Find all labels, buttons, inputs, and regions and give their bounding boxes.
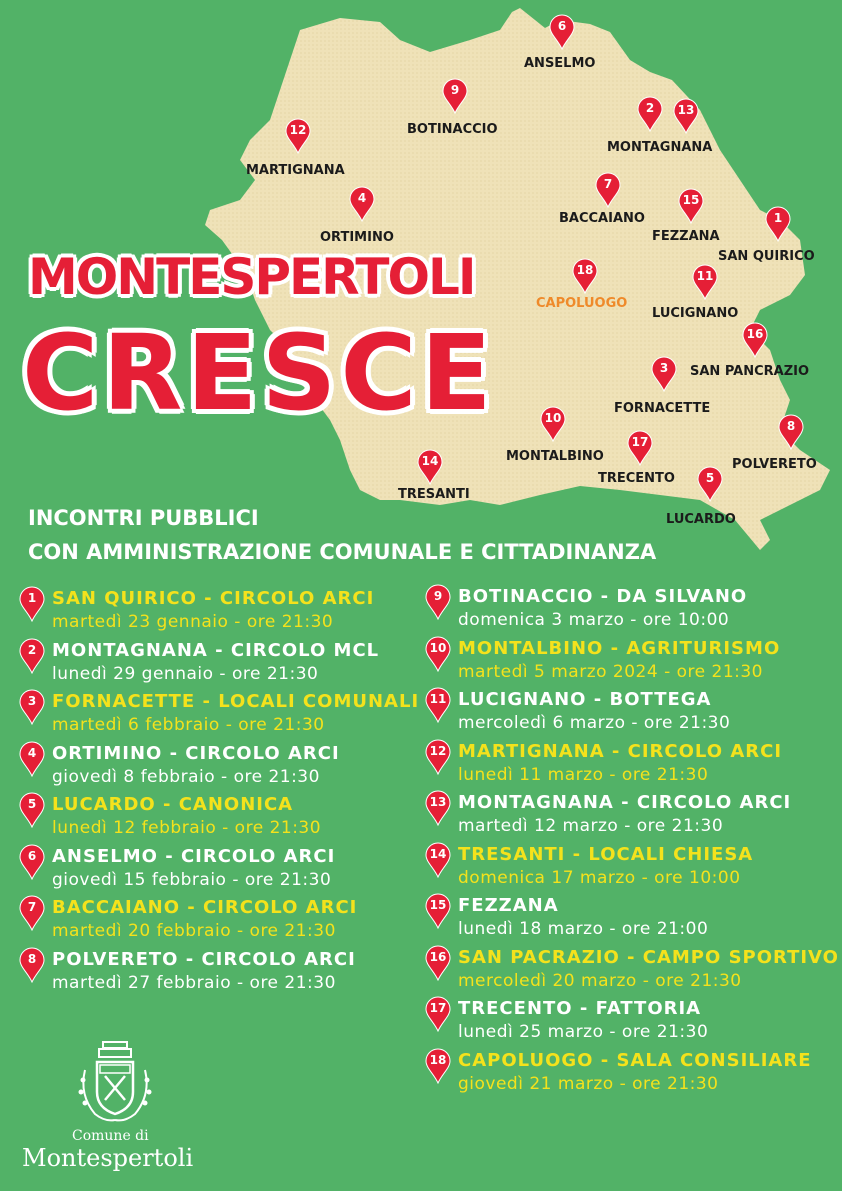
event-when: martedì 6 febbraio - ore 21:30 bbox=[52, 715, 325, 735]
heading-line2: CON AMMINISTRAZIONE COMUNALE E CITTADINANZA bbox=[28, 540, 657, 564]
map-pin-number: 10 bbox=[544, 411, 562, 425]
event-name: BOTINACCIO - DA SILVANO bbox=[458, 586, 748, 607]
event-when: martedì 23 gennaio - ore 21:30 bbox=[52, 612, 334, 632]
event-pin-icon: 5 bbox=[18, 792, 46, 828]
event-pin-icon: 3 bbox=[18, 689, 46, 725]
event-pin-icon: 14 bbox=[424, 842, 452, 878]
event-name: SAN QUIRICO - CIRCOLO ARCI bbox=[52, 588, 375, 609]
event-pin-icon: 10 bbox=[424, 636, 452, 672]
map-place-label: SAN QUIRICO bbox=[718, 249, 815, 264]
map-pin-6 bbox=[548, 14, 576, 50]
map-place-label: POLVERETO bbox=[732, 457, 817, 472]
map-pin-11 bbox=[691, 264, 719, 300]
event-when: mercoledì 20 marzo - ore 21:30 bbox=[458, 970, 742, 991]
map-pin-number: 11 bbox=[696, 269, 714, 283]
event-name: CAPOLUOGO - SALA CONSILIARE bbox=[458, 1049, 812, 1071]
event-pin-icon: 13 bbox=[424, 790, 452, 826]
map-pin-number: 7 bbox=[603, 177, 613, 191]
map-pin-4 bbox=[348, 186, 376, 222]
event-when: lunedì 18 marzo - ore 21:00 bbox=[458, 919, 709, 939]
map-pin-16 bbox=[741, 322, 769, 358]
map-pin-8 bbox=[777, 414, 805, 450]
map-place-label: CAPOLUOGO bbox=[536, 296, 628, 311]
map-pin-number: 4 bbox=[357, 191, 367, 205]
municipality-logo bbox=[20, 1040, 210, 1180]
event-pin-icon: 16 bbox=[424, 945, 452, 981]
event-pin-icon: 2 bbox=[18, 638, 46, 674]
event-pin-icon: 11 bbox=[424, 687, 452, 723]
event-when: domenica 17 marzo - ore 10:00 bbox=[458, 867, 741, 888]
event-name: MARTIGNANA - CIRCOLO ARCI bbox=[458, 740, 783, 762]
map-place-label: TRESANTI bbox=[398, 487, 470, 502]
event-name: POLVERETO - CIRCOLO ARCI bbox=[52, 948, 356, 970]
event-name: SAN PACRAZIO - CAMPO SPORTIVO bbox=[458, 946, 839, 968]
event-name: ANSELMO - CIRCOLO ARCI bbox=[52, 845, 336, 867]
logo-line1: Comune di bbox=[72, 1128, 149, 1144]
map-place-label: BACCAIANO bbox=[559, 211, 645, 226]
map-pin-number: 2 bbox=[645, 101, 655, 115]
event-when: domenica 3 marzo - ore 10:00 bbox=[458, 610, 730, 630]
event-name: BACCAIANO - CIRCOLO ARCI bbox=[52, 897, 358, 918]
map-pin-number: 16 bbox=[746, 327, 764, 341]
map-place-label: ORTIMINO bbox=[320, 230, 394, 245]
map-pin-14 bbox=[416, 449, 444, 485]
map-pin-2 bbox=[636, 96, 664, 132]
event-name: TRESANTI - LOCALI CHIESA bbox=[458, 843, 754, 865]
map-pin-number: 5 bbox=[705, 471, 715, 485]
map-pin-9 bbox=[441, 78, 469, 114]
map-pin-number: 6 bbox=[557, 19, 567, 33]
event-when: giovedì 15 febbraio - ore 21:30 bbox=[52, 869, 332, 890]
event-pin-icon: 17 bbox=[424, 996, 452, 1032]
map-pin-10 bbox=[539, 406, 567, 442]
map-pin-number: 14 bbox=[421, 454, 439, 468]
map-place-label: LUCARDO bbox=[666, 512, 736, 527]
map-pin-number: 3 bbox=[659, 361, 669, 375]
map-place-label: MONTAGNANA bbox=[607, 140, 713, 155]
map-pin-5 bbox=[696, 466, 724, 502]
event-when: lunedì 11 marzo - ore 21:30 bbox=[458, 764, 709, 785]
event-pin-icon: 1 bbox=[18, 586, 46, 622]
map-pin-number: 8 bbox=[786, 419, 796, 433]
event-name: FEZZANA bbox=[458, 895, 559, 916]
event-name: MONTAGNANA - CIRCOLO MCL bbox=[52, 639, 380, 661]
map-pin-number: 12 bbox=[289, 123, 307, 137]
event-when: martedì 20 febbraio - ore 21:30 bbox=[52, 921, 336, 941]
map-pin-12 bbox=[284, 118, 312, 154]
map-place-label: ANSELMO bbox=[524, 56, 596, 71]
title-line1: MONTESPERTOLI bbox=[28, 248, 475, 306]
event-name: MONTAGNANA - CIRCOLO ARCI bbox=[458, 792, 792, 813]
map-place-label: FORNACETTE bbox=[614, 401, 711, 416]
event-pin-icon: 18 bbox=[424, 1048, 452, 1084]
map-place-label: MARTIGNANA bbox=[246, 163, 345, 178]
event-name: LUCARDO - CANONICA bbox=[52, 794, 294, 815]
event-when: lunedì 29 gennaio - ore 21:30 bbox=[52, 663, 319, 684]
event-name: LUCIGNANO - BOTTEGA bbox=[458, 689, 712, 710]
event-pin-icon: 4 bbox=[18, 741, 46, 777]
map-place-label: SAN PANCRAZIO bbox=[690, 364, 810, 379]
event-pin-icon: 8 bbox=[18, 947, 46, 983]
map-place-label: LUCIGNANO bbox=[652, 306, 739, 321]
map-place-label: MONTALBINO bbox=[506, 449, 604, 464]
event-name: MONTALBINO - AGRITURISMO bbox=[458, 637, 781, 659]
event-name: TRECENTO - FATTORIA bbox=[458, 998, 702, 1019]
map-pin-number: 15 bbox=[682, 193, 700, 207]
event-pin-icon: 7 bbox=[18, 895, 46, 931]
map-pin-17 bbox=[626, 430, 654, 466]
map-pin-15 bbox=[677, 188, 705, 224]
map-pin-1 bbox=[764, 206, 792, 242]
event-pin-icon: 6 bbox=[18, 844, 46, 880]
event-when: lunedì 25 marzo - ore 21:30 bbox=[458, 1022, 709, 1042]
event-when: giovedì 8 febbraio - ore 21:30 bbox=[52, 766, 320, 787]
event-pin-icon: 12 bbox=[424, 739, 452, 775]
event-name: FORNACETTE - LOCALI COMUNALI bbox=[52, 691, 420, 712]
map-place-label: BOTINACCIO bbox=[407, 122, 498, 137]
map-pin-number: 17 bbox=[631, 435, 649, 449]
map-pin-18 bbox=[571, 258, 599, 294]
title-line2: CRESCE bbox=[22, 312, 496, 434]
event-when: martedì 5 marzo 2024 - ore 21:30 bbox=[458, 661, 763, 682]
event-name: ORTIMINO - CIRCOLO ARCI bbox=[52, 742, 340, 764]
logo-line2: Montespertoli bbox=[22, 1144, 194, 1172]
event-when: martedì 12 marzo - ore 21:30 bbox=[458, 816, 724, 836]
event-when: mercoledì 6 marzo - ore 21:30 bbox=[458, 713, 731, 733]
heading-line1: INCONTRI PUBBLICI bbox=[28, 506, 259, 530]
event-when: giovedì 21 marzo - ore 21:30 bbox=[458, 1073, 719, 1094]
event-when: martedì 27 febbraio - ore 21:30 bbox=[52, 972, 336, 993]
map-place-label: FEZZANA bbox=[652, 229, 720, 244]
map-pin-13 bbox=[672, 98, 700, 134]
municipal-crest-icon bbox=[75, 1040, 155, 1128]
map-pin-3 bbox=[650, 356, 678, 392]
event-pin-icon: 9 bbox=[424, 584, 452, 620]
map-pin-number: 18 bbox=[576, 263, 594, 277]
map-place-label: TRECENTO bbox=[598, 471, 675, 486]
map-pin-number: 9 bbox=[450, 83, 460, 97]
map-pin-7 bbox=[594, 172, 622, 208]
map-pin-number: 1 bbox=[773, 211, 783, 225]
event-when: lunedì 12 febbraio - ore 21:30 bbox=[52, 818, 322, 838]
map-pin-number: 13 bbox=[677, 103, 695, 117]
event-pin-icon: 15 bbox=[424, 893, 452, 929]
